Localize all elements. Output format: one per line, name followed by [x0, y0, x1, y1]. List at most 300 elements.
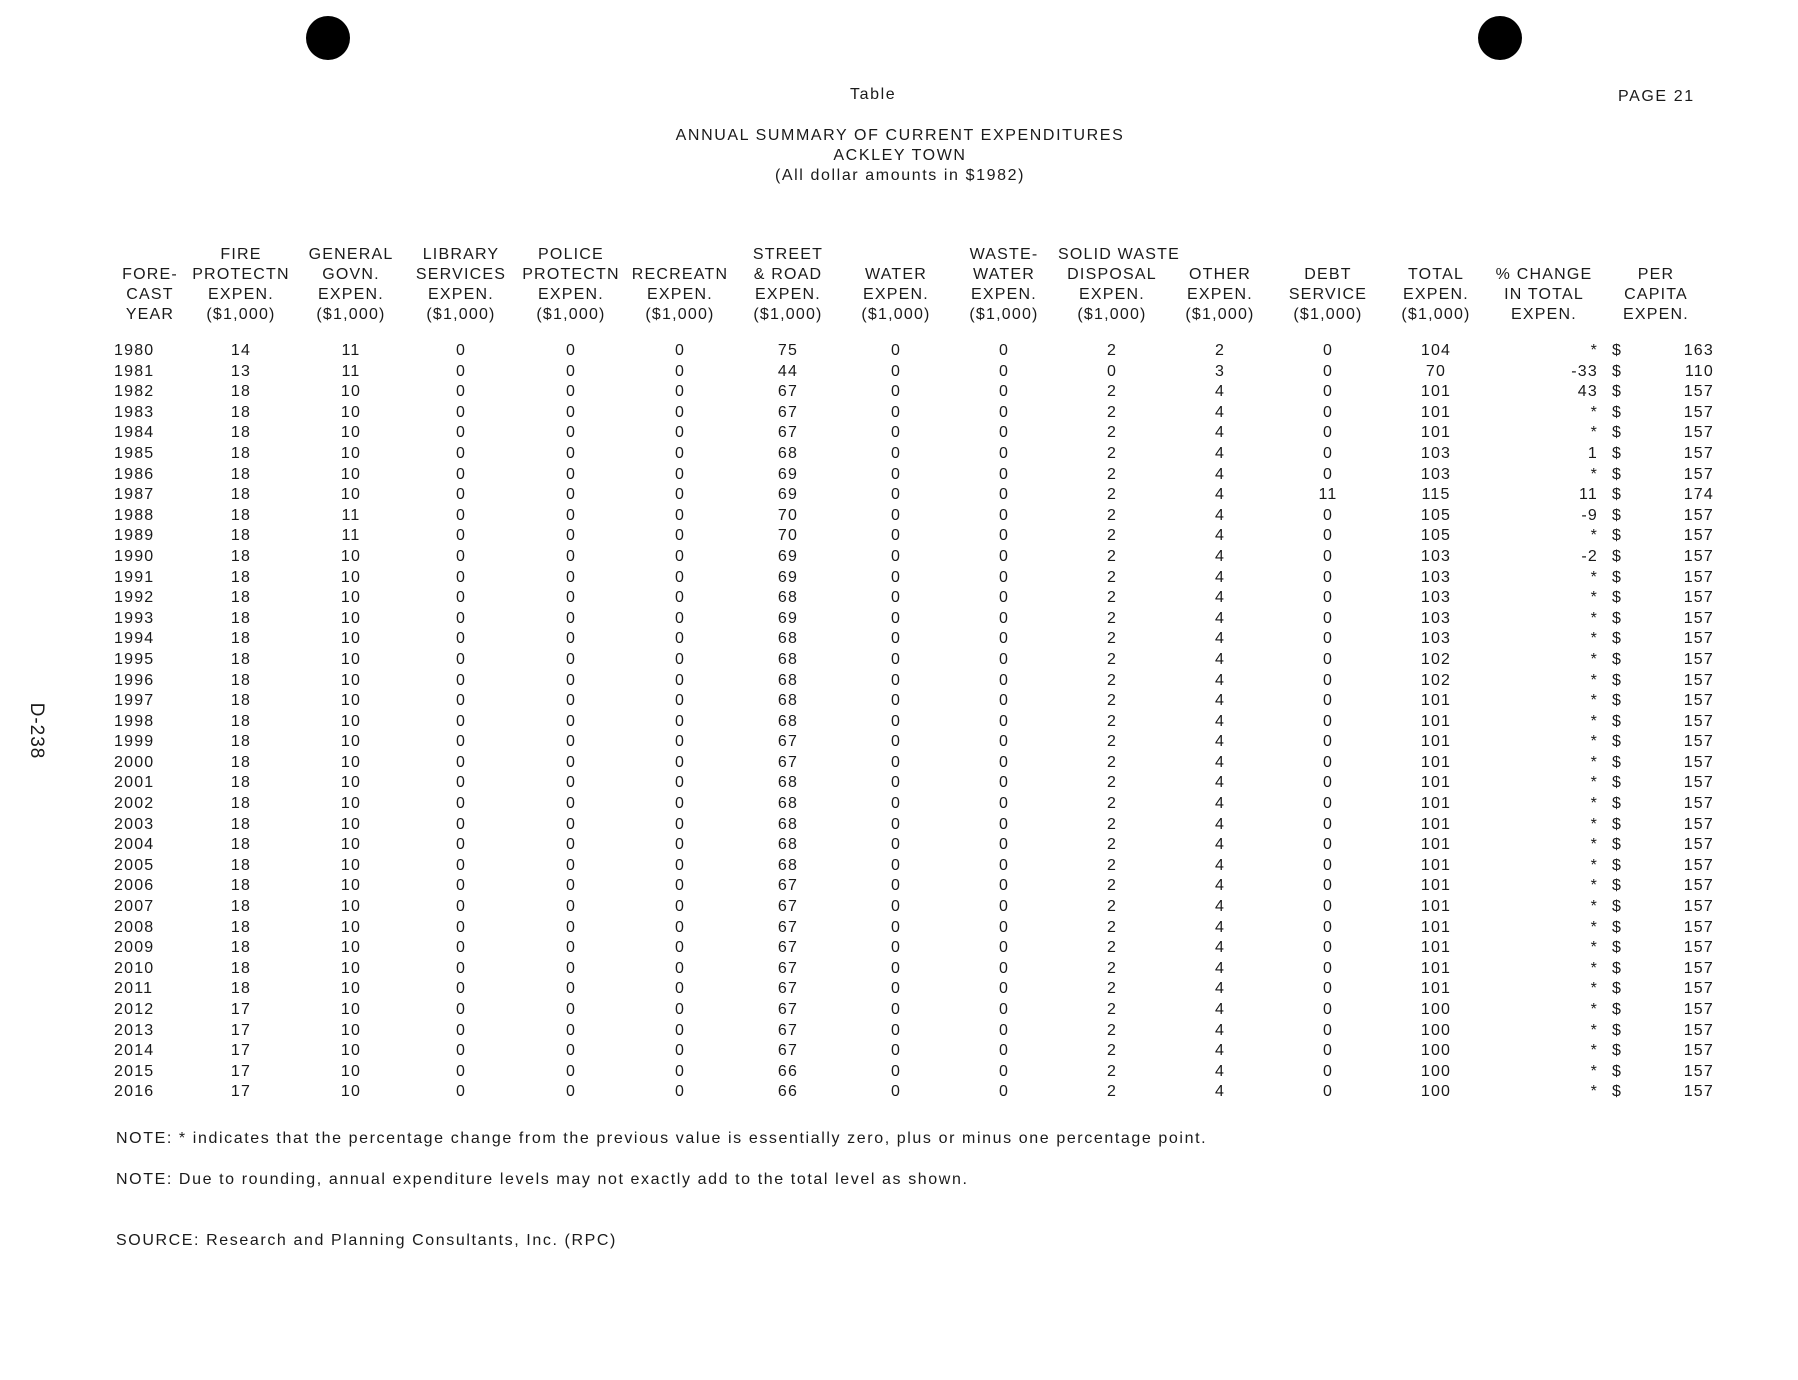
column-header-line: ($1,000): [645, 306, 715, 323]
cell-general: 10: [340, 939, 362, 957]
column-header-line: STREET: [752, 246, 824, 263]
table-row: [114, 959, 1714, 980]
cell-year: 2012: [114, 1001, 155, 1018]
cell-recreation: 0: [674, 815, 686, 833]
cell-library: 0: [455, 568, 467, 586]
cell-other: 4: [1214, 877, 1226, 895]
column-header-line: ($1,000): [316, 306, 386, 323]
cell-library: 0: [455, 856, 467, 874]
cell-other: 4: [1214, 589, 1226, 607]
cell-recreation: 0: [674, 1083, 686, 1101]
table-row: [114, 918, 1714, 939]
cell-debt: 0: [1322, 712, 1334, 730]
cell-year: 1996: [114, 671, 155, 689]
cell-wastewater: 0: [998, 547, 1010, 565]
per-capita-value: 157: [1683, 527, 1714, 545]
cell-recreation: 0: [674, 753, 686, 771]
cell-fire: 18: [230, 712, 252, 730]
cell-solid-waste: 2: [1106, 1062, 1118, 1080]
cell-year: 2001: [114, 774, 155, 792]
cell-general: 10: [340, 383, 362, 401]
currency-symbol: $: [1612, 547, 1623, 565]
cell-wastewater: 0: [998, 403, 1010, 421]
cell-recreation: 0: [674, 342, 686, 359]
cell-water: 0: [890, 939, 902, 957]
column-header-line: SOLID WASTE: [1058, 246, 1180, 263]
cell-water: 0: [890, 650, 902, 668]
cell-wastewater: 0: [998, 1001, 1010, 1018]
cell-wastewater: 0: [998, 753, 1010, 771]
cell-solid-waste: 2: [1106, 403, 1118, 421]
cell-pct-change: *: [1590, 959, 1598, 977]
cell-solid-waste: 2: [1106, 589, 1118, 607]
cell-solid-waste: 2: [1106, 630, 1118, 648]
cell-police: 0: [565, 671, 577, 689]
cell-street: 67: [777, 733, 799, 751]
per-capita-value: 157: [1683, 568, 1714, 586]
table-row: [114, 1000, 1714, 1021]
cell-per-capita: [1598, 1021, 1714, 1042]
cell-fire: 18: [230, 733, 252, 751]
cell-year: 1992: [114, 589, 155, 607]
cell-year: 1998: [114, 712, 155, 730]
cell-per-capita: [1598, 918, 1714, 939]
cell-recreation: 0: [674, 692, 686, 710]
cell-wastewater: 0: [998, 980, 1010, 998]
cell-year: 2000: [114, 753, 155, 771]
cell-recreation: 0: [674, 527, 686, 545]
cell-year: 1989: [114, 527, 155, 545]
cell-solid-waste: 2: [1106, 486, 1118, 504]
per-capita-value: 174: [1683, 486, 1714, 504]
cell-pct-change: *: [1590, 424, 1598, 442]
per-capita-value: 110: [1684, 362, 1714, 380]
currency-symbol: $: [1612, 856, 1623, 874]
cell-library: 0: [455, 918, 467, 936]
cell-street: 69: [777, 609, 799, 627]
cell-solid-waste: 2: [1106, 918, 1118, 936]
cell-library: 0: [455, 486, 467, 504]
cell-solid-waste: 2: [1106, 856, 1118, 874]
currency-symbol: $: [1612, 918, 1623, 936]
cell-street: 68: [777, 671, 799, 689]
cell-year: 2010: [114, 959, 155, 977]
currency-symbol: $: [1612, 836, 1623, 854]
cell-wastewater: 0: [998, 527, 1010, 545]
cell-debt: 0: [1322, 383, 1334, 401]
currency-symbol: $: [1612, 1083, 1623, 1101]
column-header-line: EXPEN.: [208, 286, 274, 303]
cell-per-capita: [1598, 1062, 1714, 1083]
cell-wastewater: 0: [998, 918, 1010, 936]
cell-pct-change: *: [1590, 712, 1598, 730]
cell-per-capita: [1598, 815, 1714, 836]
table-row: [114, 856, 1714, 877]
cell-fire: 18: [230, 671, 252, 689]
cell-street: 70: [777, 506, 799, 524]
cell-library: 0: [455, 527, 467, 545]
table-row: [114, 753, 1714, 774]
cell-solid-waste: 2: [1106, 424, 1118, 442]
cell-total: 101: [1420, 383, 1452, 401]
cell-solid-waste: 2: [1106, 712, 1118, 730]
cell-water: 0: [890, 362, 902, 380]
table-row: [114, 773, 1714, 794]
cell-wastewater: 0: [998, 1062, 1010, 1080]
column-header-line: WASTE-: [969, 246, 1039, 263]
cell-street: 67: [777, 918, 799, 936]
cell-library: 0: [455, 815, 467, 833]
cell-year: 2005: [114, 856, 155, 874]
cell-debt: 0: [1322, 506, 1334, 524]
column-header-line: RECREATN: [631, 266, 729, 283]
cell-fire: 18: [230, 506, 252, 524]
cell-per-capita: [1598, 794, 1714, 815]
cell-fire: 17: [230, 1062, 252, 1080]
cell-fire: 18: [230, 465, 252, 483]
cell-general: 10: [340, 1001, 362, 1018]
cell-library: 0: [455, 1062, 467, 1080]
cell-recreation: 0: [674, 774, 686, 792]
per-capita-value: 157: [1683, 898, 1714, 916]
cell-pct-change: 1: [1587, 444, 1598, 462]
cell-general: 10: [340, 630, 362, 648]
column-header-line: IN TOTAL: [1504, 286, 1584, 303]
cell-street: 68: [777, 630, 799, 648]
cell-fire: 18: [230, 383, 252, 401]
cell-recreation: 0: [674, 444, 686, 462]
per-capita-value: 157: [1683, 1042, 1714, 1060]
cell-other: 4: [1214, 465, 1226, 483]
cell-police: 0: [565, 918, 577, 936]
cell-pct-change: *: [1590, 877, 1598, 895]
cell-wastewater: 0: [998, 1042, 1010, 1060]
cell-total: 102: [1420, 650, 1452, 668]
column-header-street: [734, 245, 842, 325]
cell-library: 0: [455, 712, 467, 730]
table-row: [114, 382, 1714, 403]
cell-pct-change: *: [1590, 1042, 1598, 1060]
cell-fire: 17: [230, 1021, 252, 1039]
column-header-general: [296, 245, 406, 325]
cell-total: 101: [1420, 403, 1452, 421]
cell-water: 0: [890, 1083, 902, 1101]
cell-recreation: 0: [674, 547, 686, 565]
column-header-library: [406, 245, 516, 325]
cell-other: 4: [1214, 692, 1226, 710]
cell-solid-waste: 2: [1106, 815, 1118, 833]
column-header-line: ($1,000): [536, 306, 606, 323]
cell-fire: 18: [230, 547, 252, 565]
cell-pct-change: *: [1590, 856, 1598, 874]
cell-recreation: 0: [674, 1021, 686, 1039]
cell-general: 10: [340, 589, 362, 607]
cell-water: 0: [890, 609, 902, 627]
cell-water: 0: [890, 918, 902, 936]
cell-general: 10: [340, 547, 362, 565]
cell-recreation: 0: [674, 1062, 686, 1080]
cell-recreation: 0: [674, 609, 686, 627]
column-header-line: FORE-: [122, 266, 178, 283]
column-header-line: ($1,000): [1293, 306, 1363, 323]
cell-library: 0: [455, 465, 467, 483]
cell-wastewater: 0: [998, 465, 1010, 483]
cell-pct-change: *: [1590, 342, 1598, 359]
cell-solid-waste: 2: [1106, 383, 1118, 401]
per-capita-value: 157: [1683, 918, 1714, 936]
cell-debt: 0: [1322, 1083, 1334, 1101]
cell-water: 0: [890, 795, 902, 813]
source-line: SOURCE: Research and Planning Consultants, Inc. (RPC): [116, 1232, 617, 1249]
cell-recreation: 0: [674, 506, 686, 524]
table-row: [114, 465, 1714, 486]
cell-year: 2002: [114, 795, 155, 813]
cell-total: 101: [1420, 712, 1452, 730]
cell-general: 10: [340, 980, 362, 998]
cell-wastewater: 0: [998, 383, 1010, 401]
cell-other: 4: [1214, 1083, 1226, 1101]
cell-street: 68: [777, 836, 799, 854]
cell-police: 0: [565, 712, 577, 730]
currency-symbol: $: [1612, 1042, 1623, 1060]
cell-year: 1994: [114, 630, 155, 648]
cell-total: 100: [1420, 1062, 1452, 1080]
cell-pct-change: *: [1590, 671, 1598, 689]
cell-other: 4: [1214, 609, 1226, 627]
cell-library: 0: [455, 671, 467, 689]
cell-library: 0: [455, 342, 467, 359]
cell-water: 0: [890, 836, 902, 854]
cell-wastewater: 0: [998, 609, 1010, 627]
per-capita-value: 157: [1683, 383, 1714, 401]
currency-symbol: $: [1612, 1001, 1623, 1018]
column-header-line: PER: [1637, 266, 1675, 283]
per-capita-value: 157: [1683, 774, 1714, 792]
cell-recreation: 0: [674, 980, 686, 998]
cell-fire: 18: [230, 856, 252, 874]
cell-total: 102: [1420, 671, 1452, 689]
cell-per-capita: [1598, 341, 1714, 362]
per-capita-value: 157: [1683, 692, 1714, 710]
cell-solid-waste: 2: [1106, 547, 1118, 565]
column-header-line: EXPEN.: [971, 286, 1037, 303]
cell-other: 4: [1214, 527, 1226, 545]
cell-fire: 14: [230, 342, 252, 359]
cell-library: 0: [455, 630, 467, 648]
cell-fire: 17: [230, 1001, 252, 1018]
cell-water: 0: [890, 692, 902, 710]
cell-library: 0: [455, 444, 467, 462]
table-row: [114, 835, 1714, 856]
cell-fire: 17: [230, 1042, 252, 1060]
cell-fire: 18: [230, 877, 252, 895]
cell-wastewater: 0: [998, 1083, 1010, 1101]
cell-police: 0: [565, 650, 577, 668]
column-header-line: OTHER: [1189, 266, 1251, 283]
cell-total: 101: [1420, 939, 1452, 957]
cell-recreation: 0: [674, 568, 686, 586]
cell-pct-change: *: [1590, 465, 1598, 483]
per-capita-value: 157: [1683, 733, 1714, 751]
cell-street: 68: [777, 815, 799, 833]
cell-recreation: 0: [674, 1001, 686, 1018]
cell-total: 103: [1420, 589, 1452, 607]
table-row: [114, 506, 1714, 527]
cell-general: 11: [341, 506, 361, 524]
cell-street: 68: [777, 650, 799, 668]
cell-year: 1995: [114, 650, 155, 668]
currency-symbol: $: [1612, 795, 1623, 813]
cell-solid-waste: 2: [1106, 733, 1118, 751]
column-header-line: SERVICES: [415, 266, 507, 283]
cell-general: 10: [340, 1062, 362, 1080]
per-capita-value: 157: [1683, 959, 1714, 977]
cell-fire: 18: [230, 486, 252, 504]
cell-water: 0: [890, 506, 902, 524]
cell-street: 67: [777, 1042, 799, 1060]
cell-wastewater: 0: [998, 486, 1010, 504]
cell-total: 101: [1420, 918, 1452, 936]
per-capita-value: 157: [1683, 1001, 1714, 1018]
cell-general: 10: [340, 898, 362, 916]
cell-per-capita: [1598, 423, 1714, 444]
cell-other: 4: [1214, 980, 1226, 998]
table-row: [114, 671, 1714, 692]
cell-general: 10: [340, 692, 362, 710]
cell-general: 10: [340, 815, 362, 833]
column-header-line: LIBRARY: [422, 246, 500, 263]
cell-recreation: 0: [674, 650, 686, 668]
cell-recreation: 0: [674, 918, 686, 936]
cell-debt: 0: [1322, 795, 1334, 813]
per-capita-value: 157: [1683, 712, 1714, 730]
cell-pct-change: *: [1590, 733, 1598, 751]
cell-street: 67: [777, 1021, 799, 1039]
cell-library: 0: [455, 692, 467, 710]
cell-police: 0: [565, 753, 577, 771]
cell-solid-waste: 2: [1106, 692, 1118, 710]
cell-other: 4: [1214, 1021, 1226, 1039]
cell-total: 100: [1420, 1021, 1452, 1039]
cell-wastewater: 0: [998, 712, 1010, 730]
table-row: [114, 526, 1714, 547]
cell-debt: 0: [1322, 671, 1334, 689]
table-row: [114, 691, 1714, 712]
cell-library: 0: [455, 1042, 467, 1060]
cell-recreation: 0: [674, 733, 686, 751]
cell-pct-change: *: [1590, 753, 1598, 771]
cell-fire: 18: [230, 815, 252, 833]
cell-pct-change: *: [1590, 980, 1598, 998]
cell-year: 1993: [114, 609, 155, 627]
cell-debt: 0: [1322, 1021, 1334, 1039]
cell-recreation: 0: [674, 383, 686, 401]
cell-police: 0: [565, 486, 577, 504]
currency-symbol: $: [1612, 362, 1623, 380]
table-row: [114, 629, 1714, 650]
column-header-line: GOVN.: [322, 266, 380, 283]
cell-library: 0: [455, 753, 467, 771]
cell-per-capita: [1598, 1082, 1714, 1103]
per-capita-value: 157: [1683, 403, 1714, 421]
table-row: [114, 444, 1714, 465]
title-line: ANNUAL SUMMARY OF CURRENT EXPENDITURES: [675, 127, 1125, 144]
cell-pct-change: *: [1590, 1021, 1598, 1039]
cell-wastewater: 0: [998, 650, 1010, 668]
currency-symbol: $: [1612, 692, 1623, 710]
cell-debt: 0: [1322, 959, 1334, 977]
column-header-line: ($1,000): [1185, 306, 1255, 323]
cell-per-capita: [1598, 979, 1714, 1000]
cell-street: 66: [777, 1062, 799, 1080]
cell-street: 69: [777, 465, 799, 483]
cell-library: 0: [455, 1083, 467, 1101]
table-row: [114, 650, 1714, 671]
column-header-line: EXPEN.: [755, 286, 821, 303]
title-block: [600, 126, 1200, 186]
cell-water: 0: [890, 877, 902, 895]
cell-general: 10: [340, 877, 362, 895]
cell-fire: 18: [230, 918, 252, 936]
cell-recreation: 0: [674, 671, 686, 689]
column-header-line: EXPEN.: [1079, 286, 1145, 303]
cell-recreation: 0: [674, 712, 686, 730]
cell-police: 0: [565, 939, 577, 957]
cell-water: 0: [890, 568, 902, 586]
cell-street: 68: [777, 856, 799, 874]
per-capita-value: 157: [1683, 630, 1714, 648]
cell-police: 0: [565, 959, 577, 977]
per-capita-value: 157: [1683, 1021, 1714, 1039]
cell-library: 0: [455, 383, 467, 401]
cell-wastewater: 0: [998, 856, 1010, 874]
table-row: [114, 588, 1714, 609]
cell-police: 0: [565, 877, 577, 895]
cell-fire: 13: [230, 362, 252, 380]
table-row: [114, 815, 1714, 836]
cell-library: 0: [455, 733, 467, 751]
per-capita-value: 157: [1683, 424, 1714, 442]
per-capita-value: 157: [1683, 465, 1714, 483]
cell-year: 1991: [114, 568, 155, 586]
cell-wastewater: 0: [998, 774, 1010, 792]
cell-other: 4: [1214, 568, 1226, 586]
cell-per-capita: [1598, 1041, 1714, 1062]
cell-police: 0: [565, 692, 577, 710]
cell-debt: 0: [1322, 568, 1334, 586]
cell-police: 0: [565, 527, 577, 545]
cell-fire: 18: [230, 774, 252, 792]
cell-general: 10: [340, 403, 362, 421]
cell-total: 103: [1420, 465, 1452, 483]
cell-library: 0: [455, 939, 467, 957]
cell-recreation: 0: [674, 630, 686, 648]
cell-recreation: 0: [674, 486, 686, 504]
table-row: [114, 1082, 1714, 1103]
cell-fire: 18: [230, 980, 252, 998]
cell-fire: 18: [230, 959, 252, 977]
currency-symbol: $: [1612, 753, 1623, 771]
cell-solid-waste: 2: [1106, 342, 1118, 359]
cell-water: 0: [890, 383, 902, 401]
cell-solid-waste: 2: [1106, 1021, 1118, 1039]
currency-symbol: $: [1612, 609, 1623, 627]
cell-recreation: 0: [674, 403, 686, 421]
cell-general: 11: [341, 362, 361, 380]
cell-library: 0: [455, 877, 467, 895]
cell-pct-change: *: [1590, 568, 1598, 586]
cell-debt: 0: [1322, 856, 1334, 874]
